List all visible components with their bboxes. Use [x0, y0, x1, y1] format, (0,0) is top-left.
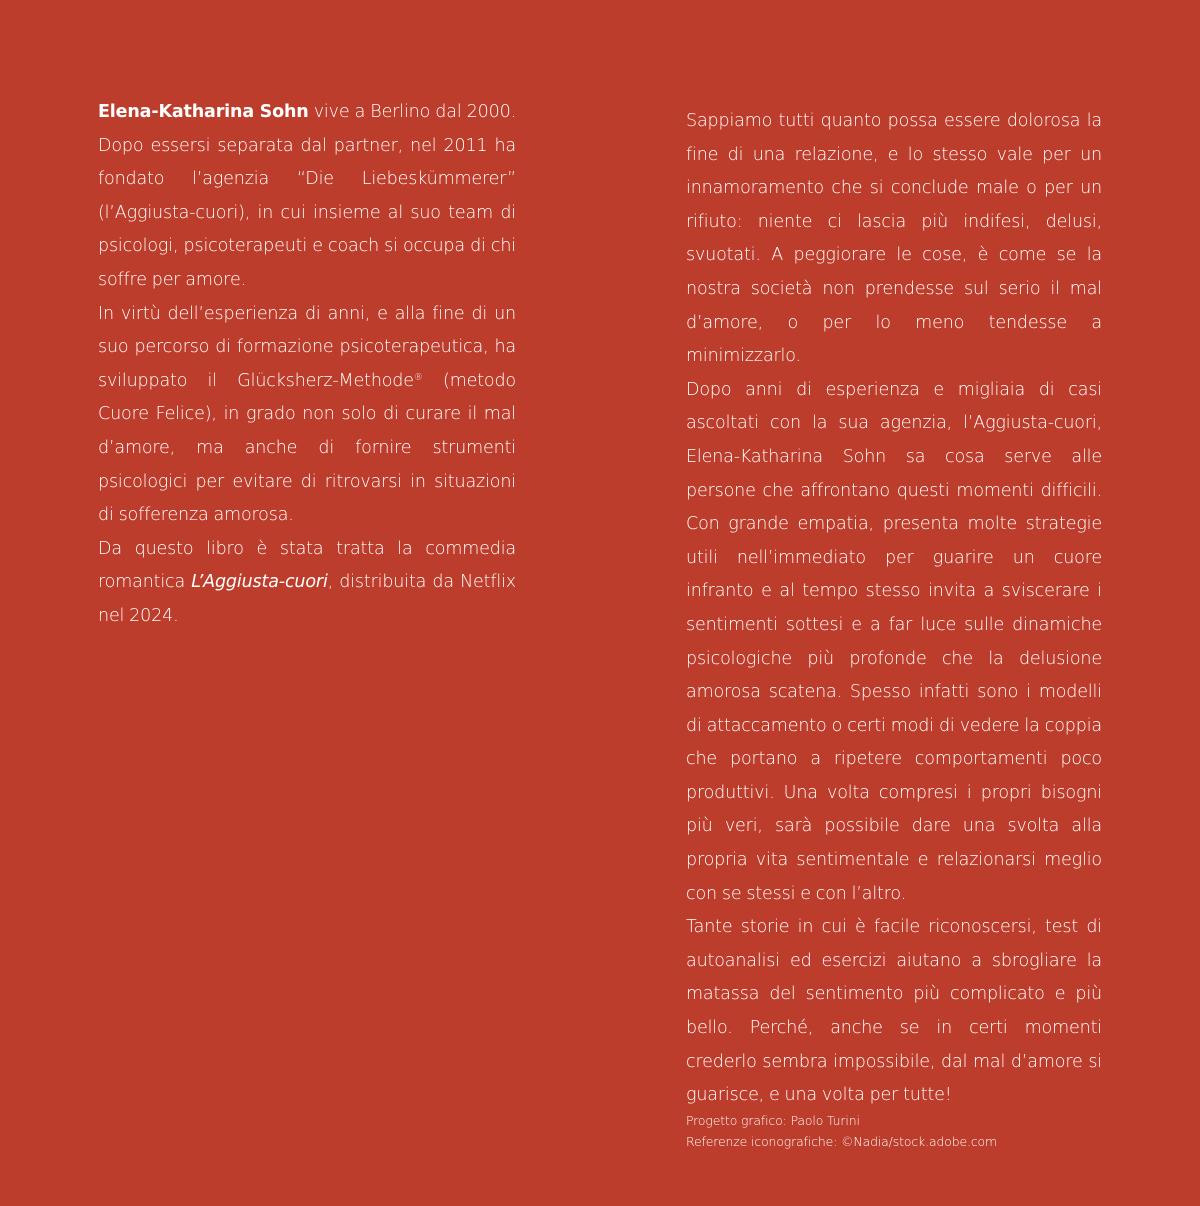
author-bio-text: vive a Berlino dal 2000. Dopo essersi separata dal partner, nel 2011 ha fondato l’agenzia “Die Liebeskümmerer” (l’Aggiusta-cuori), in cui insieme al suo team di psicologi, psicoterapeuti e coach si occupa di chi soffre per amore. [98, 102, 517, 290]
author-name: Elena-Katharina Sohn [98, 102, 309, 122]
author-bio-paragraph [98, 96, 516, 298]
registered-trademark-mark: ® [413, 372, 423, 383]
method-text-after: (metodo Cuore Felice), in grado non solo di curare il mal d’amore, ma anche di fornire strumenti psicologici per evitare di ritrovarsi in situazioni di sofferenza amorosa. [98, 370, 516, 526]
credits-block [686, 1110, 1186, 1152]
film-title: L’Aggiusta-cuori [191, 572, 328, 593]
film-adaptation-paragraph [98, 533, 516, 634]
book-blurb-column [686, 105, 1102, 1113]
method-text-before: In virtù dell’esperienza di anni, e alla fine di un suo percorso di formazione psicoterapeutica, ha sviluppato il Glücksherz-Methode [98, 303, 516, 391]
image-reference-credit: Referenze iconografiche: ©Nadia/stock.adobe.com [686, 1134, 998, 1149]
author-bio-column [98, 96, 516, 634]
method-paragraph [98, 298, 516, 533]
blurb-paragraph: Tante storie in cui è facile riconoscersi, test di autoanalisi ed esercizi aiutano a sbrogliare la matassa del sentimento più complicato e più bello. Perché, anche se in certi momenti crederlo sembra impossibile, dal mal d’amore si guarisce, e una volta per tutte! [686, 917, 1102, 1106]
adaptation-text-after: , distribuita da Netflix nel 2024. [98, 572, 516, 626]
blurb-paragraph: Dopo anni di esperienza e migliaia di casi ascoltati con la sua agenzia, l’Aggiusta-cuori, Elena-Katharina Sohn sa cosa serve alle persone che affrontano questi momenti difficili. Con grande empatia, presenta molte strategie utili nell’immediato per guarire un cuore infranto e al tempo stesso invita a sviscerare i sentimenti sottesi e a far luce sulle dinamiche psicologiche più profonde che la delusione amorosa scatena. Spesso infatti sono i modelli di attaccamento o certi modi di vedere la coppia che portano a ripetere comportamenti poco produttivi. Una volta compresi i propri bisogni più veri, sarà possibile dare una svolta alla propria vita sentimentale e relazionarsi meglio con se stessi e con l’altro. [686, 379, 1102, 904]
graphic-design-credit: Progetto grafico: Paolo Turini [686, 1113, 860, 1128]
blurb-paragraph: Sappiamo tutti quanto possa essere dolorosa la fine di una relazione, e lo stesso vale per un innamoramento che si conclude male o per un rifiuto: niente ci lascia più indifesi, delusi, svuotati. A peggiorare le cose, è come se la nostra società non prendesse sul serio il mal d’amore, o per lo meno tendesse a minimizzarlo. [686, 111, 1102, 367]
adaptation-text-before: Da questo libro è stata tratta la commedia romantica [98, 538, 516, 593]
